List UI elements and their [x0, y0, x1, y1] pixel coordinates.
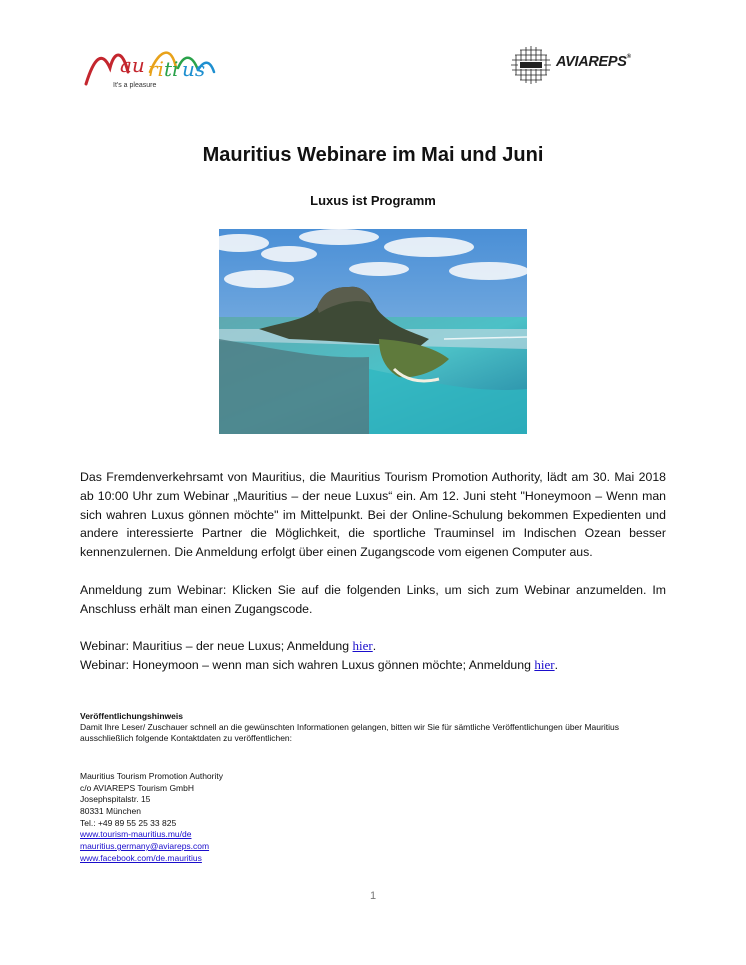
aviareps-logo [508, 45, 670, 85]
svg-text:us: us [182, 57, 206, 81]
webinar2-text: Webinar: Honeymoon – wenn man sich wahren Luxus gönnen möchte; Anmeldung [80, 657, 535, 672]
aviareps-logo-text: AVIAREPS® [556, 54, 631, 70]
page-subtitle: Luxus ist Programm [310, 193, 436, 208]
contact-email-link[interactable]: mauritius.germany@aviareps.com [80, 841, 210, 852]
contact-website-link[interactable]: www.tourism-mauritius.mu/de [80, 829, 192, 840]
aviareps-globe-icon [508, 45, 554, 85]
registration-paragraph: Anmeldung zum Webinar: Klicken Sie auf die folgenden Links, um sich zum Webinar anzumelden. Im Anschluss erhält man einen Zugangscode. [80, 583, 666, 616]
webinar1-text: Webinar: Mauritius – der neue Luxus; Anmeldung [80, 639, 353, 653]
contact-block [80, 771, 670, 865]
contact-facebook-link[interactable]: www.facebook.com/de.mauritius [80, 852, 202, 863]
webinar2-period: . [554, 657, 558, 672]
notice-text: Damit Ihre Leser/ Zuschauer schnell an die gewünschten Informationen gelangen, bitten wir Sie für sämtliche Veröffentlichungen über Mauritius ausschließlich folgende Kontaktdaten zu veröffentlichen: [80, 722, 619, 743]
intro-paragraph: Das Fremdenverkehrsamt von Mauritius, die Mauritius Tourism Promotion Authority, lädt am 30. Mai 2018 ab 10:00 Uhr zum Webinar „Mauritius – der neue Luxus“ ein. Am 12. Juni steht "Honeymoon – Wenn man sich wahren Luxus gönnen möchte" im Mittelpunkt. Bei der Online-Schulung bekommen Expedienten und andere interessierte Partner die Möglichkeit, die sportliche Trauminsel im Indischen Ozean besser kennenzulernen. Die Anmeldung erfolgt über einen Zugangscode vom eigenen Computer aus. [80, 470, 666, 560]
logo-tagline: It's a pleasure [113, 82, 157, 89]
webinar2-register-link[interactable]: hier [534, 656, 555, 672]
contact-org: Mauritius Tourism Promotion Authority [80, 771, 223, 781]
contact-co: c/o AVIAREPS Tourism GmbH [80, 782, 194, 793]
contact-city: 80331 München [80, 806, 141, 817]
contact-street: Josephspitalstr. 15 [80, 794, 151, 805]
webinar-links [80, 637, 666, 675]
webinar1-register-link[interactable]: hier [352, 638, 373, 653]
contact-phone: Tel.: +49 89 55 25 33 825 [80, 817, 177, 828]
mauritius-logo [80, 38, 220, 96]
webinar1-period: . [372, 639, 377, 653]
page-title: Mauritius Webinare im Mai und Juni [202, 144, 544, 166]
svg-text:ri: ri [148, 57, 164, 81]
notice-heading: Veröffentlichungshinweis [80, 711, 183, 721]
page-number: 1 [369, 890, 377, 902]
svg-text:ti: ti [164, 57, 179, 81]
svg-text:au: au [120, 53, 145, 77]
le-morne-photo [219, 229, 527, 434]
